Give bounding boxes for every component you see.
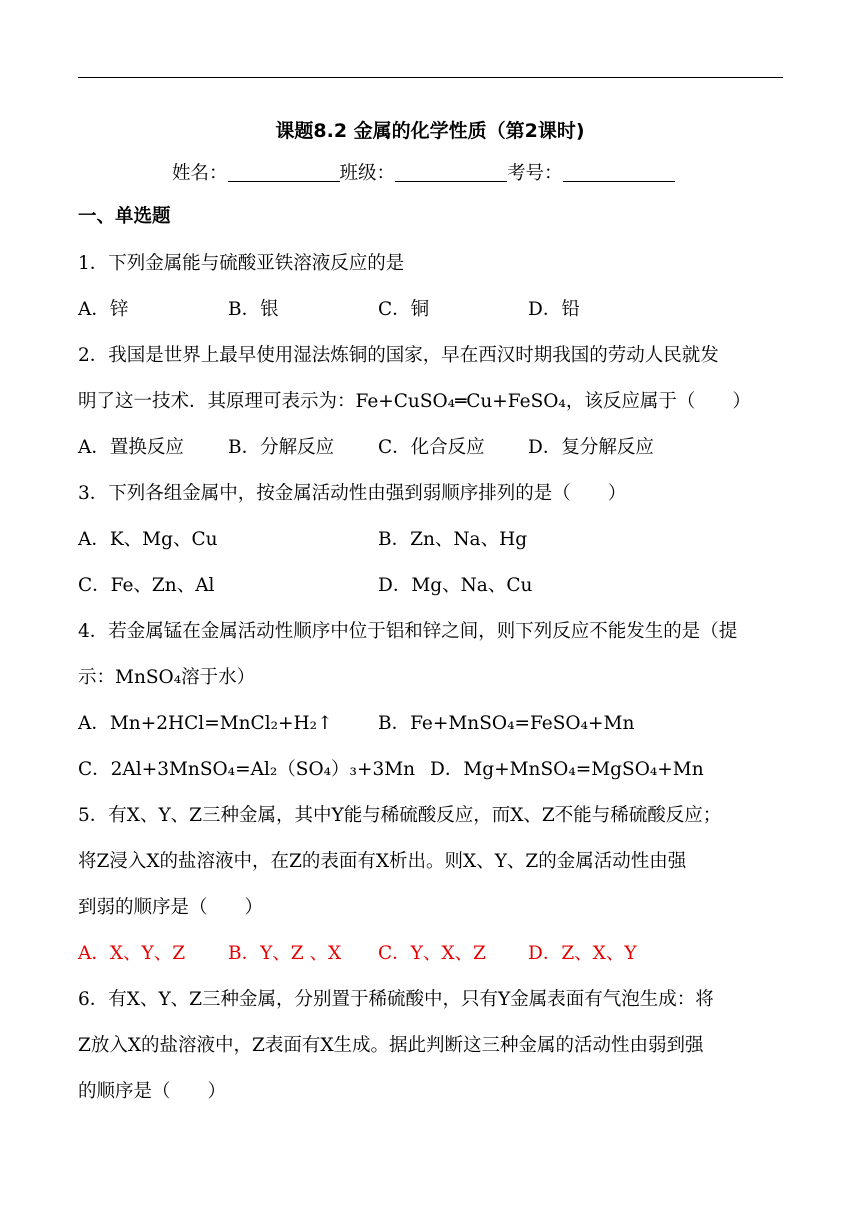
question-2-stem-line-2: 明了这一技术．其原理可表示为：Fe+CuSO₄═Cu+FeSO₄，该反应属于（ ） bbox=[78, 391, 751, 412]
q4-option-b: B．Fe+MnSO₄=FeSO₄+Mn bbox=[378, 713, 635, 734]
question-4-stem-line-1: 4．若金属锰在金属活动性顺序中位于铝和锌之间，则下列反应不能发生的是（提 bbox=[78, 621, 738, 642]
question-4-stem-line-2: 示：MnSO₄溶于水） bbox=[78, 667, 256, 688]
q1-option-c: C．铜 bbox=[378, 299, 430, 320]
class-label: 班级： bbox=[339, 163, 396, 184]
class-blank[interactable] bbox=[395, 163, 507, 182]
question-6-stem-line-2: Z放入X的盐溶液中，Z表面有X生成。据此判断这三种金属的活动性由弱到强 bbox=[78, 1035, 704, 1056]
q5-option-d: D．Z、X、Y bbox=[528, 943, 637, 964]
q4-option-c: C．2Al+3MnSO₄=Al₂（SO₄）₃+3Mn bbox=[78, 759, 416, 780]
exam-number-blank[interactable] bbox=[563, 163, 675, 182]
question-1-stem: 1．下列金属能与硫酸亚铁溶液反应的是 bbox=[78, 253, 405, 274]
q3-option-d: D．Mg、Na、Cu bbox=[378, 575, 533, 596]
question-5-stem-line-3: 到弱的顺序是（ ） bbox=[78, 897, 264, 918]
q1-option-b: B．银 bbox=[228, 299, 279, 320]
q4-option-a: A．Mn+2HCl=MnCl₂+H₂↑ bbox=[78, 713, 333, 734]
q3-option-a: A．K、Mg、Cu bbox=[78, 529, 218, 550]
q4-option-d: D．Mg+MnSO₄=MgSO₄+Mn bbox=[430, 759, 704, 780]
question-6-stem-line-1: 6．有X、Y、Z三种金属，分别置于稀硫酸中，只有Y金属表面有气泡生成：将 bbox=[78, 989, 714, 1010]
header-rule bbox=[78, 77, 783, 78]
q5-option-b: B．Y、Z 、X bbox=[228, 943, 342, 964]
q2-option-c: C．化合反应 bbox=[378, 437, 485, 458]
question-6-stem-line-3: 的顺序是（ ） bbox=[78, 1081, 227, 1102]
exam-number-label: 考号： bbox=[507, 163, 563, 184]
question-5-stem-line-1: 5．有X、Y、Z三种金属，其中Y能与稀硫酸反应，而X、Z不能与稀硫酸反应； bbox=[78, 805, 722, 826]
q2-option-d: D．复分解反应 bbox=[528, 437, 654, 458]
student-info-line bbox=[172, 159, 675, 185]
question-5-stem-line-2: 将Z浸入X的盐溶液中，在Z的表面有X析出。则X、Y、Z的金属活动性由强 bbox=[78, 851, 687, 872]
name-label: 姓名： bbox=[172, 163, 228, 184]
q3-option-b: B．Zn、Na、Hg bbox=[378, 529, 528, 550]
q1-option-d: D．铅 bbox=[528, 299, 580, 320]
page-title: 课题8.2 金属的化学性质（第2课时) bbox=[275, 120, 585, 142]
q1-option-a: A．锌 bbox=[78, 299, 129, 320]
name-blank[interactable] bbox=[228, 163, 340, 182]
q5-option-a: A．X、Y、Z bbox=[78, 943, 186, 964]
section-heading: 一、单选题 bbox=[78, 206, 171, 227]
q2-option-b: B．分解反应 bbox=[228, 437, 335, 458]
question-3-stem: 3．下列各组金属中，按金属活动性由强到弱顺序排列的是（ ） bbox=[78, 483, 627, 504]
q5-option-c: C．Y、X、Z bbox=[378, 943, 486, 964]
q2-option-a: A．置换反应 bbox=[78, 437, 184, 458]
question-2-stem-line-1: 2．我国是世界上最早使用湿法炼铜的国家，早在西汉时期我国的劳动人民就发 bbox=[78, 345, 719, 366]
q3-option-c: C．Fe、Zn、Al bbox=[78, 575, 215, 596]
